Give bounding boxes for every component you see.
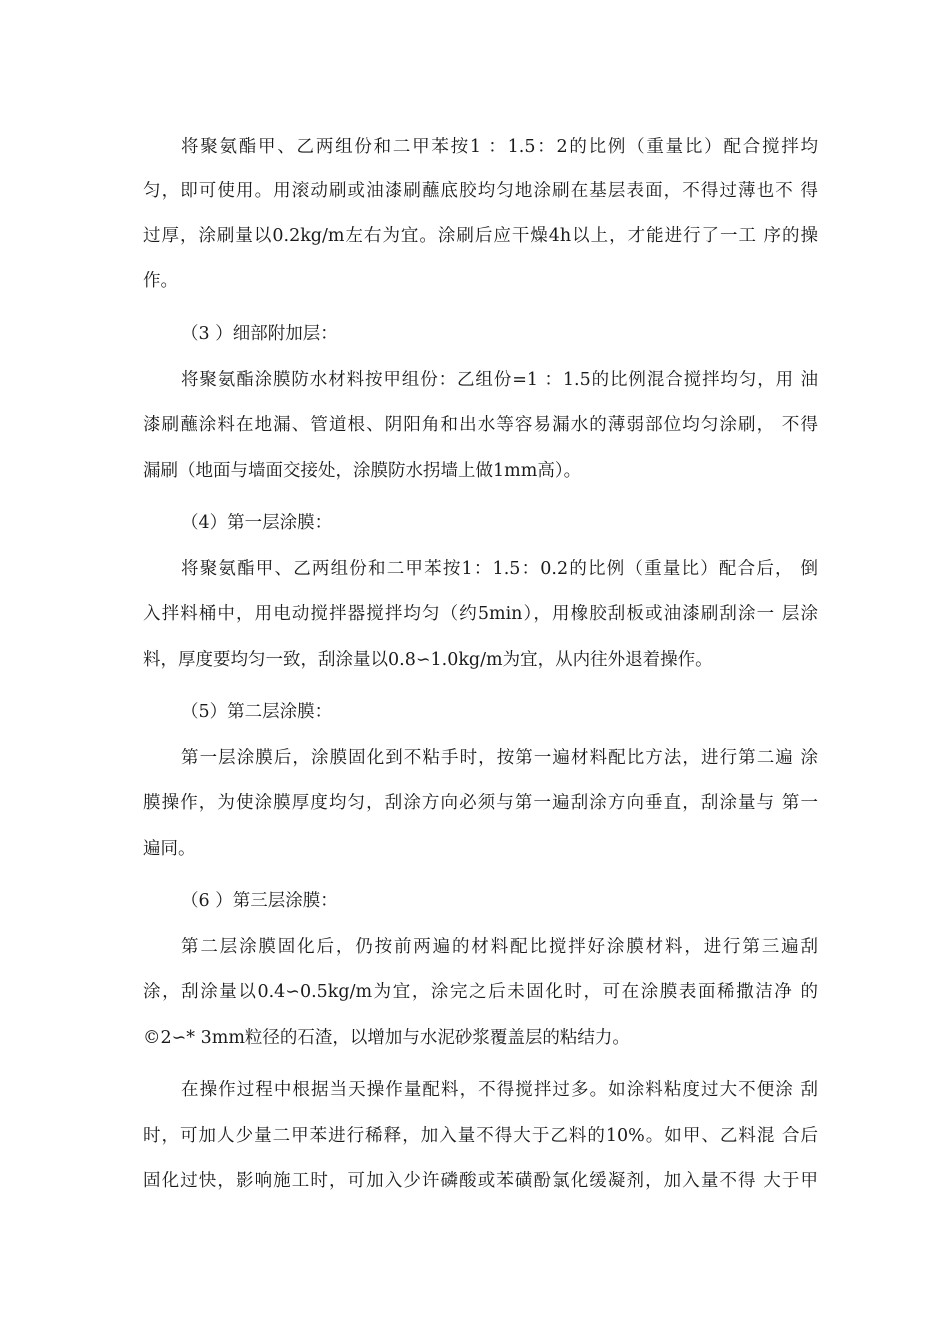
paragraph-line: 过厚，涂刷量以0.2kg/m左右为宜。涂刷后应干燥4h以上，才能进行了一工 序的操 <box>143 226 818 246</box>
section-heading-5: （5）第二层涂膜： <box>181 702 333 722</box>
section-heading-3: （3 ）细部附加层： <box>181 324 338 344</box>
section-heading-6: （6 ）第三层涂膜： <box>181 891 338 911</box>
paragraph-line: 时，可加人少量二甲苯进行稀释，加入量不得大于乙料的10%。如甲、乙料混 合后 <box>143 1126 818 1146</box>
paragraph-line: 作。 <box>143 271 178 291</box>
paragraph-line: 在操作过程中根据当天操作量配料，不得搅拌过多。如涂料粘度过大不便涂 刮 <box>181 1080 818 1100</box>
paragraph-line: 涂，刮涂量以0.4∽0.5kg/m为宜，涂完之后未固化时，可在涂膜表面稀撒洁净 的 <box>143 982 818 1002</box>
paragraph-line: 固化过快，影响施工时，可加入少许磷酸或苯磺酚氯化缓凝剂，加入量不得 大于甲 <box>143 1171 818 1191</box>
paragraph-line: 第二层涂膜固化后，仍按前两遍的材料配比搅拌好涂膜材料，进行第三遍刮 <box>181 937 818 957</box>
paragraph-line: 遍同。 <box>143 839 196 859</box>
paragraph-line: 匀，即可使用。用滚动刷或油漆刷蘸底胶均匀地涂刷在基层表面，不得过薄也不 得 <box>143 181 818 201</box>
paragraph-line: 将聚氨酯甲、乙两组份和二甲苯按1 ：1.5：2的比例（重量比）配合搅拌均 <box>181 137 818 157</box>
paragraph-line: 入拌料桶中，用电动搅拌器搅拌均匀（约5min），用橡胶刮板或油漆刷刮涂一 层涂 <box>143 604 818 624</box>
paragraph-line: 将聚氨酯甲、乙两组份和二甲苯按1：1.5：0.2的比例（重量比）配合后， 倒 <box>181 559 818 579</box>
paragraph-line: 料，厚度要均匀一致，刮涂量以0.8∽1.0kg/m为宜，从内往外退着操作。 <box>143 650 713 670</box>
section-heading-4: （4）第一层涂膜： <box>181 513 333 533</box>
paragraph-line: 漆刷蘸涂料在地漏、管道根、阴阳角和出水等容易漏水的薄弱部位均匀涂刷， 不得 <box>143 415 818 435</box>
paragraph-line: 将聚氨酯涂膜防水材料按甲组份：乙组份=1 ：1.5的比例混合搅拌均匀，用 油 <box>181 370 818 390</box>
paragraph-line: 漏刷（地面与墙面交接处，涂膜防水拐墙上做1mm高）。 <box>143 461 582 481</box>
paragraph-line: 第一层涂膜后，涂膜固化到不粘手时，按第一遍材料配比方法，进行第二遍 涂 <box>181 748 818 768</box>
paragraph-line: 膜操作，为使涂膜厚度均匀，刮涂方向必须与第一遍刮涂方向垂直，刮涂量与 第一 <box>143 793 818 813</box>
paragraph-line: ©2∽* 3mm粒径的石渣，以增加与水泥砂浆覆盖层的粘结力。 <box>143 1028 630 1048</box>
